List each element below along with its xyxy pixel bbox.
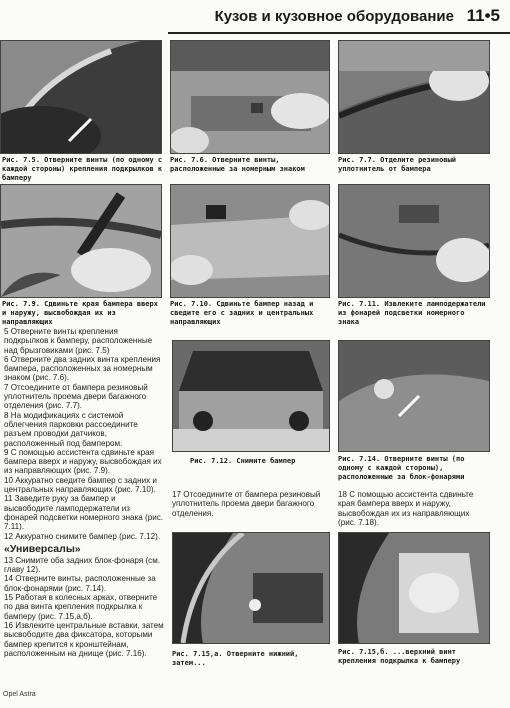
step-13: 13 Снимите оба задних блок-фонаря (см. главу 12).	[4, 555, 161, 575]
caption-fig-7-11: Рис. 7.11. Извлеките ламподержатели из фонарей подсветки номерного знака	[338, 300, 486, 326]
header-rule	[168, 32, 510, 34]
caption-fig-7-5: Рис. 7.5. Отверните винты (по одному с каждой стороны) крепления подкрылков к бамперу	[2, 156, 163, 182]
step-8: 8 На модификациях с системой облегчения парковки рассоедините разъем проводки датчиков, расположенный под бампером.	[4, 410, 138, 448]
chapter-title: Кузов и кузовное оборудование	[214, 8, 454, 25]
right-text-step-18: 18 С помощью ассистента сдвиньте края бампера вверх и наружу, высвобождая их из направляющих (рис. 7.18).	[338, 490, 474, 527]
page-header	[0, 0, 510, 34]
step-14: 14 Отверните винты, расположенные за блок-фонарями (рис. 7.14).	[4, 574, 156, 593]
caption-fig-7-10: Рис. 7.10. Сдвиньте бампер назад и сведите его с задних и центральных направляющих	[170, 300, 314, 326]
step-15: 15 Работая в колесных арках, отверните по два винта крепления подкрылка к бамперу (рис. 7.15,а,б).	[4, 593, 158, 621]
step-10: 10 Аккуратно сведите бампер с задних и центральных направляющих (рис. 7.10).	[4, 475, 157, 495]
step-6: 6 Отверните два задних винта крепления бампера, расположенных за номерным знаком (рис. 7.6).	[4, 354, 161, 383]
photo-fig-7-11	[338, 184, 490, 298]
photo-fig-7-7	[338, 40, 490, 154]
left-text-column	[4, 327, 164, 658]
photo-fig-7-15a	[172, 532, 330, 644]
caption-fig-7-12: Рис. 7.12. Снимите бампер	[190, 457, 296, 465]
photo-fig-7-10	[170, 184, 330, 298]
photo-fig-7-14	[338, 340, 490, 452]
step-16: 16 Извлеките центральные вставки, затем высвободите два фиксатора, которыми бампер крепится к кронштейнам, расположенным на днище (рис. 7.16).	[4, 620, 164, 658]
caption-fig-7-15a: Рис. 7.15,а. Отверните нижний, затем...	[172, 650, 299, 667]
caption-fig-7-14: Рис. 7.14. Отверните винты (по одному с каждой стороны), расположенные за блок-фонарями	[338, 455, 465, 481]
caption-fig-7-9: Рис. 7.9. Сдвиньте края бампера вверх и наружу, высвобождая их из направляющих	[2, 300, 158, 326]
step-9: 9 С помощью ассистента сдвиньте края бампера вверх и наружу, высвобождая их из направляющих (рис. 7.9).	[4, 447, 162, 476]
photo-fig-7-12	[172, 340, 330, 452]
step-7: 7 Отсоедините от бампера резиновый уплотнитель проема двери багажного отделения (рис. 7.7).	[4, 382, 148, 411]
step-11: 11 Заведите руку за бампер и высвободите ламподержатели из фонарей подсветки номерного знака (рис. 7.11).	[4, 494, 164, 532]
mid-text-step-17: 17 Отсоедините от бампера резиновый уплотнитель проема двери багажного отделения.	[172, 490, 321, 518]
photo-fig-7-5	[0, 40, 162, 154]
photo-fig-7-6	[170, 40, 330, 154]
step-12: 12 Аккуратно снимите бампер (рис. 7.12).	[4, 531, 161, 541]
page-number: 11•5	[466, 6, 500, 25]
caption-fig-7-6: Рис. 7.6. Отверните винты, расположенные за номерным знаком	[170, 156, 305, 173]
footer-book-title: Opel Astra	[3, 691, 36, 698]
section-subheading: «Универсалы»	[4, 542, 81, 555]
photo-fig-7-15b	[338, 532, 490, 644]
step-5: 5 Отверните винты крепления подкрылков к бамперу, расположенные над брызговиками (рис. 7.5)	[4, 327, 153, 355]
caption-fig-7-7: Рис. 7.7. Отделите резиновый уплотнитель от бампера	[338, 156, 457, 173]
caption-fig-7-15b: Рис. 7.15,б. ...верхний винт крепления подкрылка к бамперу	[338, 648, 461, 665]
photo-fig-7-9	[0, 184, 162, 298]
